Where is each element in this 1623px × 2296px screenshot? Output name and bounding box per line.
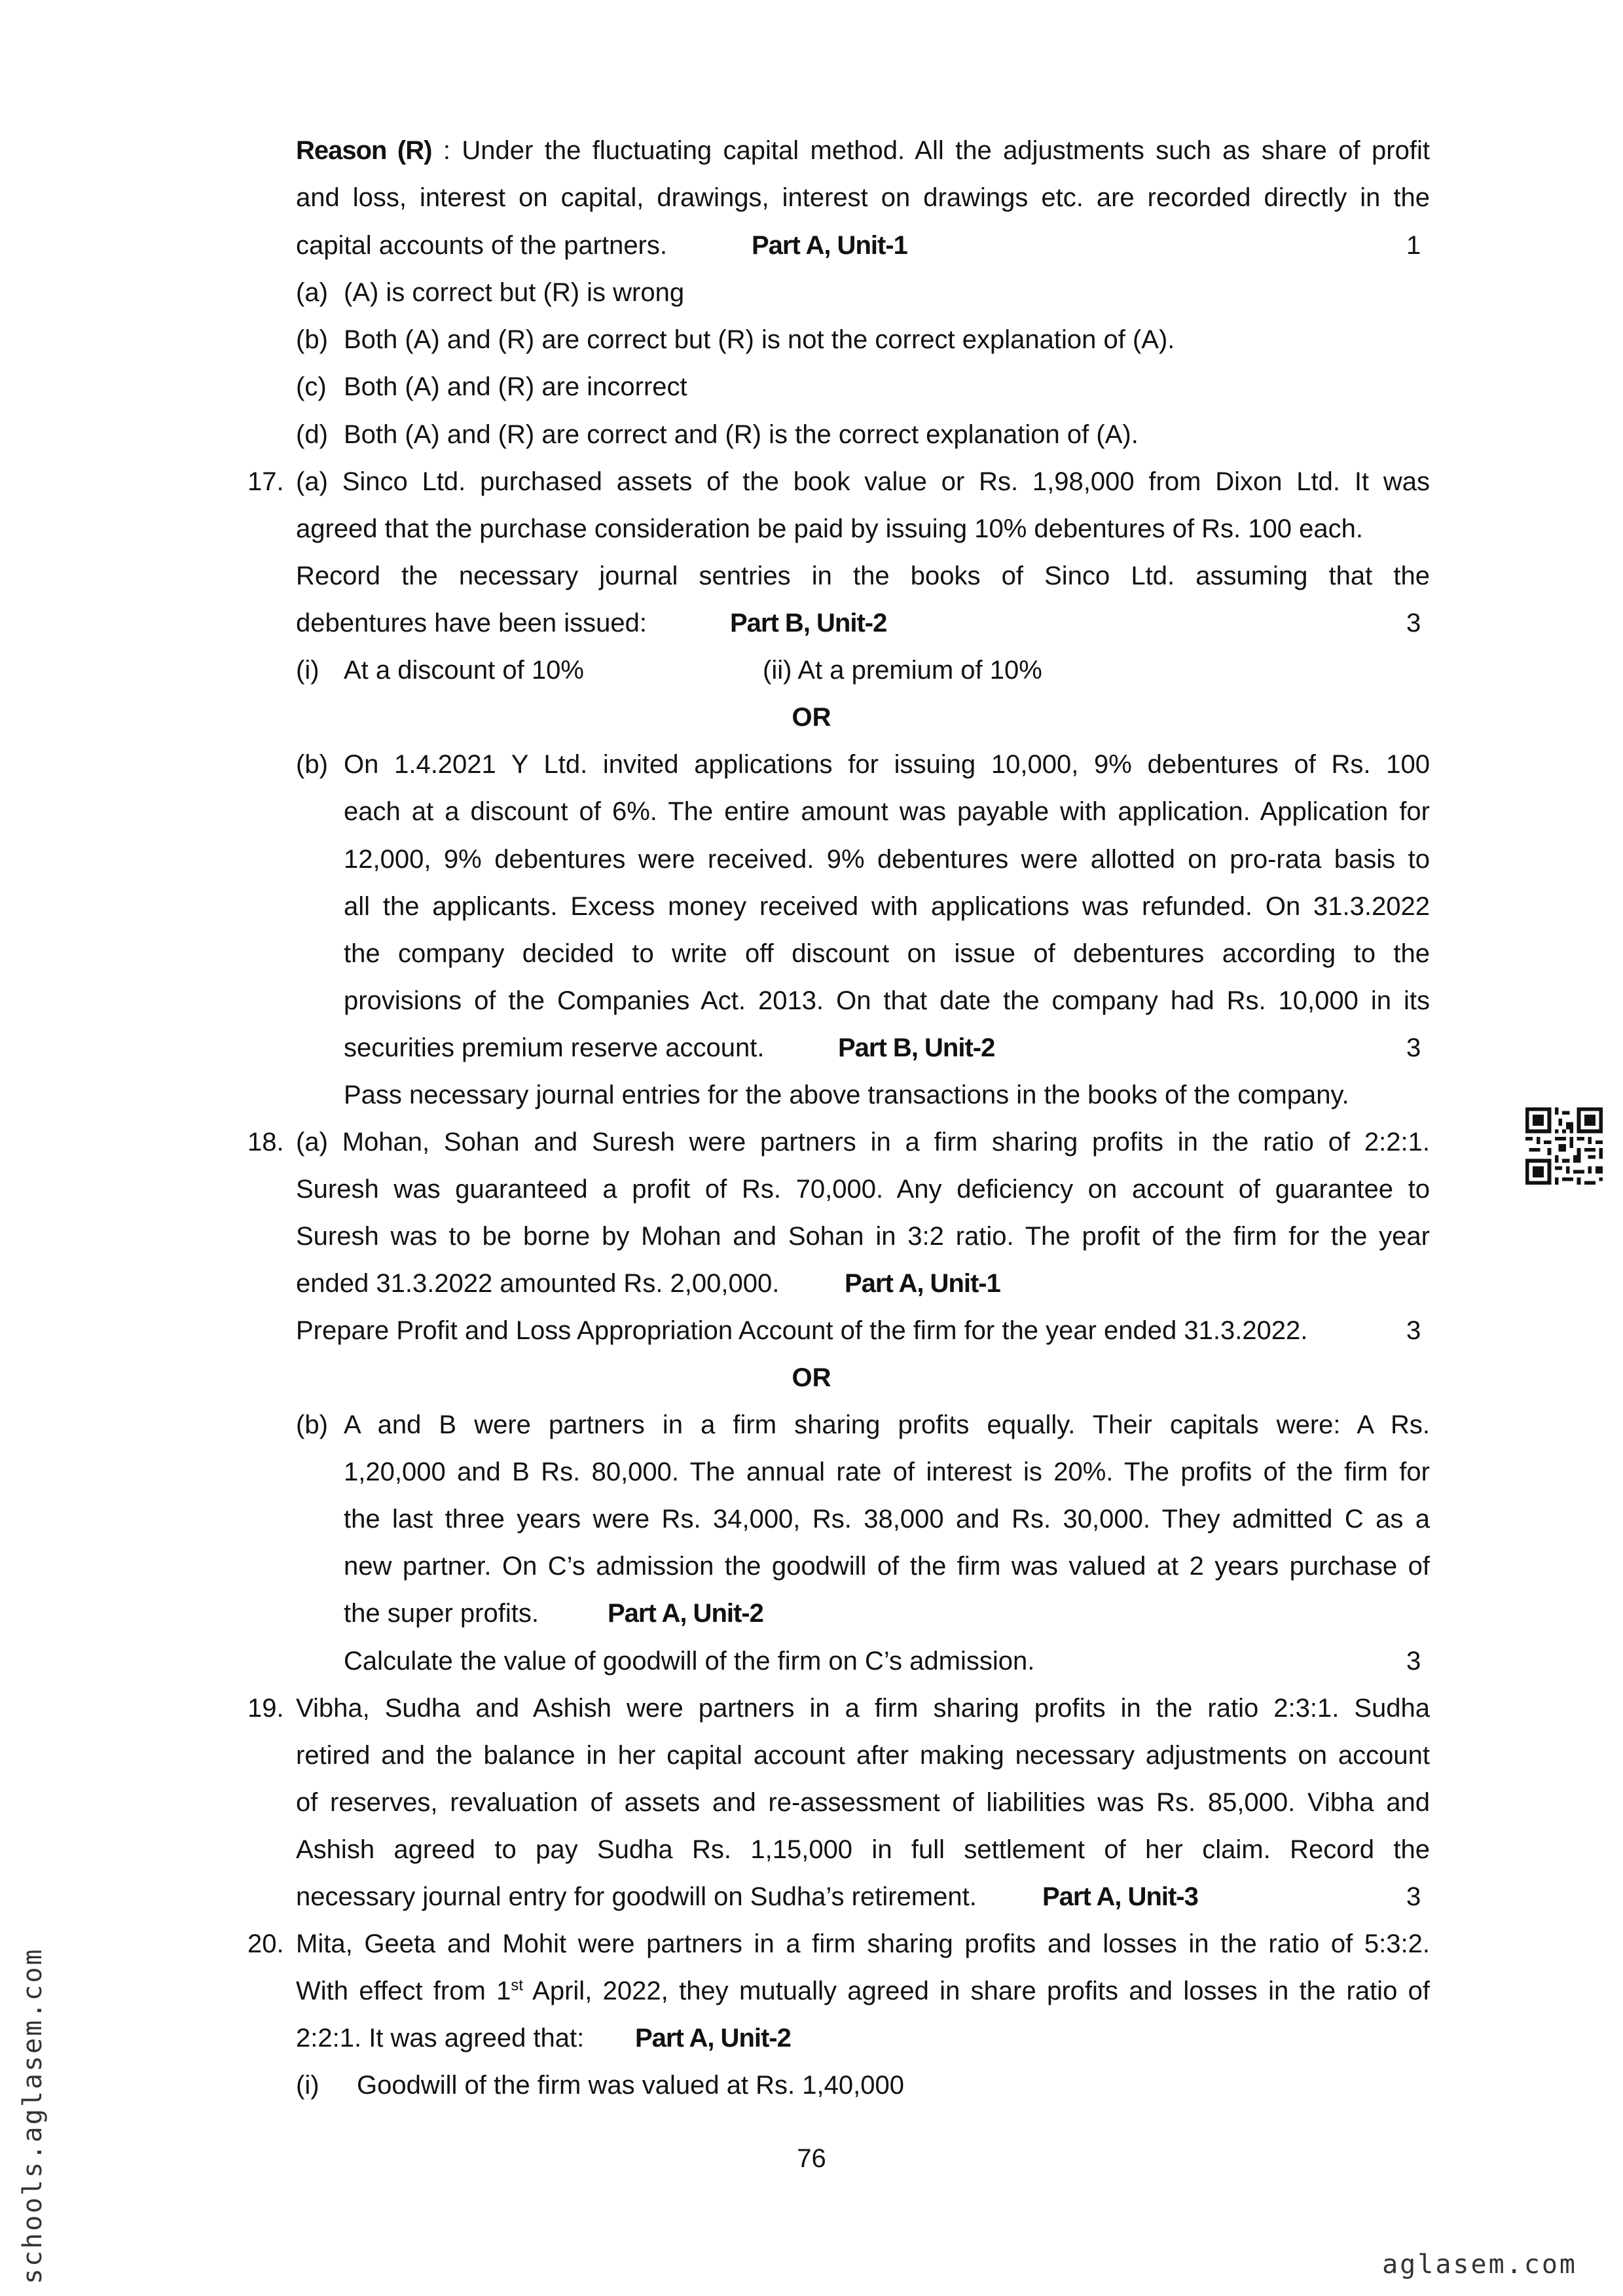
- q17-or: OR: [792, 703, 831, 732]
- q17b-line-5: the company decided to write off discount on issue of debentures according to the: [344, 939, 1430, 968]
- page-number: 76: [797, 2144, 826, 2173]
- q18b-unit-ref: Part A, Unit-2: [608, 1599, 763, 1628]
- q19-marks: 3: [1406, 1882, 1421, 1911]
- q20-line-3: 2:2:1. It was agreed that:: [296, 2024, 585, 2053]
- q18a-line-3: Suresh was to be borne by Mohan and Sohan in 3:2 ratio. The profit of the firm for the year: [296, 1222, 1430, 1251]
- q16-option-b-label: (b): [296, 325, 328, 354]
- q17b-line-4: all the applicants. Excess money received with applications was refunded. On 31.3.2022: [344, 892, 1430, 921]
- q20-sub-i-label: (i): [296, 2071, 319, 2100]
- q18b-marks: 3: [1406, 1647, 1421, 1676]
- q16-option-d-label: (d): [296, 420, 328, 449]
- q16-option-c: Both (A) and (R) are incorrect: [344, 372, 687, 401]
- q17b-line-7: securities premium reserve account.: [344, 1033, 765, 1062]
- q17b-marks: 3: [1406, 1033, 1421, 1062]
- q17a-line-2: agreed that the purchase consideration be paid by issuing 10% debentures of Rs. 100 each.: [296, 514, 1363, 543]
- q18a-line-1: (a) Mohan, Sohan and Suresh were partners in a firm sharing profits in the ratio of 2:2:1.: [296, 1128, 1430, 1157]
- q17a-sub-i: At a discount of 10%: [344, 656, 584, 685]
- q18a-line-2: Suresh was guaranteed a profit of Rs. 70,000. Any deficiency on account of guarantee to: [296, 1175, 1430, 1204]
- q18-or: OR: [792, 1363, 831, 1392]
- q17b-line-1: On 1.4.2021 Y Ltd. invited applications for issuing 10,000, 9% debentures of Rs. 100: [344, 750, 1430, 779]
- q16-reason-line-3: capital accounts of the partners.: [296, 231, 667, 260]
- q17b-unit-ref: Part B, Unit-2: [838, 1033, 995, 1062]
- q17b-line-6: provisions of the Companies Act. 2013. On that date the company had Rs. 10,000 in its: [344, 986, 1430, 1015]
- q18a-line-4: ended 31.3.2022 amounted Rs. 2,00,000.: [296, 1269, 780, 1298]
- q16-reason-label: Reason (R): [296, 136, 432, 165]
- q16-option-a-label: (a): [296, 278, 328, 307]
- q18a-unit-ref: Part A, Unit-1: [845, 1269, 1000, 1298]
- q18b-line-5: the super profits.: [344, 1599, 539, 1628]
- q19-line-2: retired and the balance in her capital account after making necessary adjustments on account: [296, 1741, 1430, 1770]
- q17a-sub-ii: (ii) At a premium of 10%: [763, 656, 1042, 685]
- q20-line-1: Mita, Geeta and Mohit were partners in a firm sharing profits and losses in the ratio of 5:3:2.: [296, 1929, 1430, 1958]
- q17a-marks: 3: [1406, 609, 1421, 637]
- q16-marks: 1: [1406, 231, 1421, 260]
- q18b-line-3: the last three years were Rs. 34,000, Rs. 38,000 and Rs. 30,000. They admitted C as a: [344, 1505, 1430, 1534]
- q18b-label: (b): [296, 1410, 328, 1439]
- q18b-line-1: A and B were partners in a firm sharing profits equally. Their capitals were: A Rs.: [344, 1410, 1430, 1439]
- q17-number: 17.: [247, 467, 284, 496]
- q16-option-a: (A) is correct but (R) is wrong: [344, 278, 685, 307]
- q19-line-5: necessary journal entry for goodwill on Sudha’s retirement.: [296, 1882, 977, 1911]
- q17b-label: (b): [296, 750, 328, 779]
- q20-line-2: With effect from 1st April, 2022, they mutually agreed in share profits and losses in the ratio of: [296, 1977, 1431, 2005]
- q17b-line-2: each at a discount of 6%. The entire amount was payable with application. Application for: [344, 797, 1430, 826]
- q17a-unit-ref: Part B, Unit-2: [730, 609, 887, 637]
- q18a-marks: 3: [1406, 1316, 1421, 1345]
- qr-code-icon: [1525, 1107, 1603, 1185]
- q16-reason-line-2: and loss, interest on capital, drawings, interest on drawings etc. are recorded directly in the: [296, 183, 1430, 212]
- q20-unit-ref: Part A, Unit-2: [635, 2024, 791, 2053]
- q16-option-d: Both (A) and (R) are correct and (R) is the correct explanation of (A).: [344, 420, 1139, 449]
- q19-unit-ref: Part A, Unit-3: [1042, 1882, 1198, 1911]
- q19-line-1: Vibha, Sudha and Ashish were partners in a firm sharing profits in the ratio 2:3:1. Sudha: [296, 1694, 1430, 1723]
- q16-reason-line-1: Reason (R) : Under the fluctuating capital method. All the adjustments such as share of profit: [296, 136, 1430, 165]
- q19-line-4: Ashish agreed to pay Sudha Rs. 1,15,000 in full settlement of her claim. Record the: [296, 1835, 1430, 1864]
- side-watermark: schools.aglasem.com: [18, 1947, 48, 2284]
- q18b-line-6: Calculate the value of goodwill of the firm on C’s admission.: [344, 1647, 1035, 1676]
- q18b-line-4: new partner. On C’s admission the goodwill of the firm was valued at 2 years purchase of: [344, 1552, 1430, 1581]
- q18b-line-2: 1,20,000 and B Rs. 80,000. The annual rate of interest is 20%. The profits of the firm for: [344, 1458, 1430, 1486]
- q20-sub-i: Goodwill of the firm was valued at Rs. 1,40,000: [357, 2071, 904, 2100]
- q19-line-3: of reserves, revaluation of assets and re-assessment of liabilities was Rs. 85,000. Vibha and: [296, 1788, 1430, 1817]
- q17a-line-1: (a) Sinco Ltd. purchased assets of the book value or Rs. 1,98,000 from Dixon Ltd. It was: [296, 467, 1430, 496]
- q17a-line-3: Record the necessary journal sentries in the books of Sinco Ltd. assuming that the: [296, 562, 1430, 590]
- q17b-line-3: 12,000, 9% debentures were received. 9% debentures were allotted on pro-rata basis to: [344, 845, 1430, 874]
- q18-number: 18.: [247, 1128, 284, 1157]
- q17a-line-4: debentures have been issued:: [296, 609, 647, 637]
- q16-option-c-label: (c): [296, 372, 327, 401]
- q17b-line-8: Pass necessary journal entries for the above transactions in the books of the company.: [344, 1081, 1349, 1109]
- q20-number: 20.: [247, 1929, 284, 1958]
- q20-line-2-superscript: st: [511, 1977, 524, 1994]
- q18a-line-5: Prepare Profit and Loss Appropriation Account of the firm for the year ended 31.3.2022.: [296, 1316, 1308, 1345]
- q19-number: 19.: [247, 1694, 284, 1723]
- q17a-sub-i-label: (i): [296, 656, 319, 685]
- q16-unit-ref: Part A, Unit-1: [752, 231, 907, 260]
- footer-watermark: aglasem.com: [1382, 2250, 1577, 2280]
- q16-option-b: Both (A) and (R) are correct but (R) is not the correct explanation of (A).: [344, 325, 1175, 354]
